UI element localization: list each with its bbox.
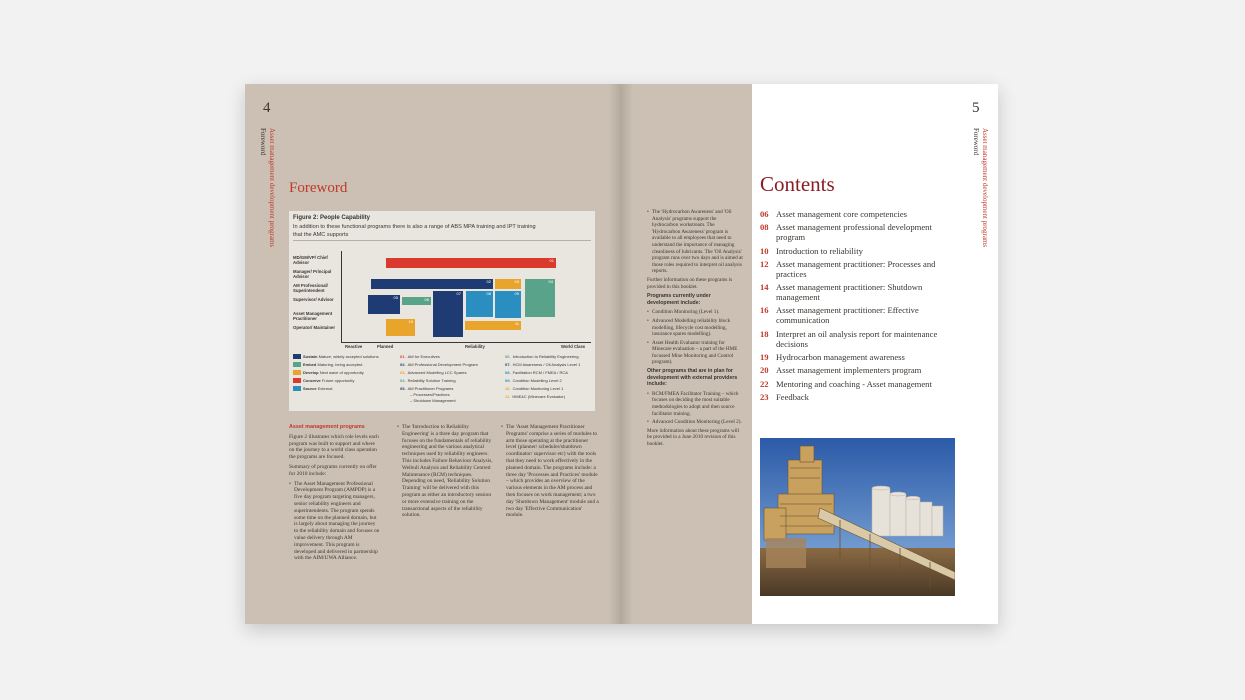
- col4-heading-1: Programs currently under development include:: [647, 293, 711, 306]
- col1-paragraph-1: Figure 2 illustrates which role levels each program was built to support and where on the journey to a world class operation the programs are focused.: [289, 433, 379, 461]
- bar-02: 02: [371, 279, 493, 289]
- figure-subtitle: In addition to these functional programs there is also a range of ABS MPA training and IPT training that the AMC supports: [293, 224, 536, 238]
- toc-item[interactable]: 19 Hydrocarbon management awareness: [760, 352, 905, 363]
- bar-07: 07: [433, 291, 463, 337]
- legend-program-05a: – Processes/Practices: [410, 392, 450, 397]
- legend-program-03: 03. Advanced Modelling LCC Spares: [400, 370, 467, 375]
- y-label-am-professional: AM Professional/ Superintendent: [293, 283, 328, 293]
- y-label-supervisor: Supervisor/ Advisor: [293, 297, 334, 302]
- body-column-4: [647, 209, 743, 451]
- page-number-left: 4: [263, 100, 271, 116]
- legend-program-07: 07. HCM Awareness / Oil Analysis Level 1: [505, 362, 581, 367]
- y-label-practitioner: Asset Management Practitioner: [293, 311, 333, 321]
- programs-heading: Asset management programs: [289, 424, 365, 430]
- col3-bullet-1: • The 'Asset Management Practitioner Programs' comprise a series of modules to arm those operating at the practitioner level (planner/ scheduler/shutdown coordinator/ supervisor etc) with the tools that they need to work effectively in the planned domain. The programs include: a three day 'Processes and Practices' module – which provides an overview of the various elements in the AM process and then focuses on work management; a two day 'Shutdown Management' module and a two day 'Effective Communication' module.: [501, 424, 599, 519]
- x-axis: [341, 342, 591, 343]
- legend-program-05b: – Shutdown Management: [410, 398, 456, 403]
- col4-list-item-1: • Condition Monitoring (Level 1).: [647, 309, 743, 316]
- bar-03: 03: [495, 279, 521, 289]
- col4-paragraph-1: Further information on these programs is provided in this booklet.: [647, 276, 733, 290]
- table-of-contents: [760, 209, 960, 405]
- x-label-world-class: World Class: [561, 344, 586, 349]
- col4-list-item-2: • Advanced Modelling reliability block modelling, lifecycle cost modelling, insurance spares modelling).: [647, 318, 743, 338]
- legend-develop: Develop Next wave of opportunity: [293, 370, 364, 375]
- toc-item[interactable]: 20 Asset management implementers program: [760, 365, 922, 376]
- legend-conceive: Conceive Future opportunity: [293, 378, 354, 383]
- col2-bullet-1: • The 'Introduction to Reliability Engineering' is a three day program that focuses on the fundamentals of reliability engineering and the various analytical techniques used by reliability engineers. This includes Failure Behaviour Analysis, Weibull Analysis and Reliability Centred Maintenance (RCM) techniques. Depending on need, 'Reliability Solution Training' will be delivered with this program as either an introductory session or more extensive training on the transactional aspects of the reliability solution.: [397, 424, 493, 519]
- bar-10: 10: [386, 319, 415, 336]
- bar-06: 06: [402, 297, 431, 305]
- bar-01: 01: [386, 258, 556, 268]
- running-header-left: [258, 128, 276, 247]
- body-column-2: [397, 424, 493, 521]
- running-header-right: [971, 128, 989, 247]
- people-capability-figure: [289, 211, 595, 411]
- running-header-title: Asset management development programs: [268, 128, 276, 248]
- col4-list-item-3: • Asset Health Evaluator training for Minecare evaluation – a part of the HME focussed Mine Monitoring and Control program).: [647, 340, 743, 366]
- running-header-subtitle: Foreword: [259, 128, 267, 156]
- y-label-operator: Operator/ Maintainer: [293, 325, 336, 330]
- brochure-spread: [245, 84, 998, 624]
- bar-11: 11: [465, 321, 521, 330]
- bar-05: 05: [368, 295, 400, 314]
- col1-paragraph-2: Summary of programs currently on offer for 2010 include:: [289, 463, 377, 477]
- toc-item[interactable]: 18 Interpret an oil analysis report for maintenance decisions: [760, 328, 938, 349]
- col4-bullet-1: • The 'Hydrocarbon Awareness' and 'Oil Analysis' programs support the hydrocarbon workstream. The 'Hydrocarbon Awareness' program is available to all employees that need to understand the importance of managing cleanliness of lubricants. The 'Oil Analysis' program runs over two days and is aimed at those roles required to interpret oil analysis reports.: [647, 209, 743, 275]
- legend-program-11: 11. HME&C (Minecare Evaluator): [505, 394, 566, 399]
- legend-program-06: 06. Introduction to Reliability Engineering: [505, 354, 579, 359]
- toc-item[interactable]: 14 Asset management practitioner: Shutdown management: [760, 282, 923, 303]
- legend-embed: Embed Maturing, being accepted: [293, 362, 362, 367]
- y-axis: [341, 251, 342, 343]
- y-label-manager: Manager/ Principal Advisor: [293, 269, 332, 279]
- bar-09: 09: [495, 291, 521, 318]
- toc-item[interactable]: 08 Asset management professional development program: [760, 222, 932, 243]
- col4-heading-2: Other programs that are in plan for development with external providers include:: [647, 368, 738, 388]
- page-gutter: [609, 84, 633, 624]
- x-label-reliability: Reliability: [465, 344, 485, 349]
- toc-item[interactable]: 23 Feedback: [760, 391, 809, 402]
- col4-list-item-4: • RCM/FMEA Facilitator Training – which focuses on deciding the most suitable methodologies to adopt and then source facilitator training.: [647, 391, 743, 417]
- legend-sustain: Sustain Mature, widely accepted solutions: [293, 354, 379, 359]
- legend-program-05: 05. AM Practitioner Programs: [400, 386, 454, 391]
- toc-item[interactable]: 12 Asset management practitioner: Processes and practices: [760, 258, 936, 279]
- body-column-1: [289, 424, 381, 564]
- y-label-md: MD/GM/VP/ Chief Advisor: [293, 255, 328, 265]
- contents-heading: Contents: [760, 172, 835, 196]
- legend-program-09: 09. Condition Modelling Level 2: [505, 378, 562, 383]
- col4-paragraph-2: More information about these programs will be provided in a June 2010 revision of this booklet.: [647, 427, 740, 447]
- figure-title: Figure 2: People Capability: [293, 215, 371, 221]
- col1-bullet-1: • The Asset Management Professional Development Program (AMPDP) is a five day program targeting managers, senior reliability engineers and superintendents. The program spends some time on the planned domain, but is largely about managing the journey to the reliability domain and focuses on value delivery through AM improvement. This program is developed and delivered in partnership with the AIM/UWA Alliance.: [289, 481, 381, 563]
- legend-program-02: 02. AM Professional Development Program: [400, 362, 478, 367]
- toc-item[interactable]: 22 Mentoring and coaching - Asset management: [760, 378, 932, 389]
- page-number-right: 5: [972, 100, 980, 116]
- industrial-plant-photo: [760, 438, 955, 596]
- body-column-3: [501, 424, 599, 521]
- bar-04: 04: [525, 279, 555, 317]
- foreword-heading: Foreword: [289, 180, 348, 196]
- figure-rule: [293, 240, 591, 241]
- legend-program-04: 04. Reliability Solution Training: [400, 378, 456, 383]
- running-header-subtitle-right: Foreword: [972, 128, 980, 156]
- toc-item[interactable]: 10 Introduction to reliability: [760, 245, 863, 256]
- running-header-title-right: Asset management development programs: [981, 128, 989, 248]
- toc-item[interactable]: 06 Asset management core competencies: [760, 209, 908, 219]
- legend-source: Source External: [293, 386, 332, 391]
- toc-item[interactable]: 16 Asset management practitioner: Effective communication: [760, 305, 919, 326]
- x-label-planned: Planned: [377, 344, 394, 349]
- x-label-reactive: Reactive: [345, 344, 363, 349]
- legend-program-10: 10. Condition Monitoring Level 1: [505, 386, 564, 391]
- col4-list-item-5: • Advanced Condition Monitoring (Level 2).: [647, 419, 743, 426]
- bar-08: 08: [466, 291, 493, 317]
- legend-program-08: 08. Facilitation RCM / FMEA / RCA: [505, 370, 568, 375]
- legend-program-01: 01. AM for Executives: [400, 354, 440, 359]
